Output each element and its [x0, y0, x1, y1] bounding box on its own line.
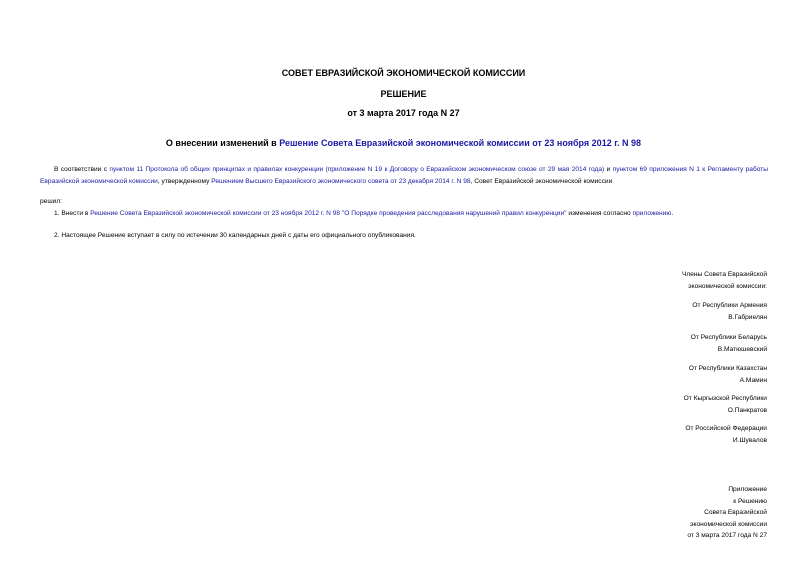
preamble-text-4: , Совет Евразийской экономической комиссии	[470, 177, 613, 185]
signatories-heading	[527, 269, 767, 292]
signature-block-kyrgyzstan	[527, 393, 767, 416]
preamble-text-3: , утвержденному	[157, 177, 212, 185]
members-line-2: экономической комиссии:	[688, 282, 767, 290]
item-1-text-2: изменения согласно	[566, 210, 633, 217]
signature-country: От Российской Федерации	[685, 425, 767, 432]
supreme-council-decision-link[interactable]: Решением Высшего Евразийского экономического совета от 23 декабря 2014 г. N 98	[211, 177, 471, 185]
doc-type-heading: РЕШЕНИЕ	[380, 89, 427, 99]
signature-block-belarus	[527, 332, 767, 355]
date-number-heading: от 3 марта 2017 года N 27	[347, 108, 460, 118]
signature-block-armenia	[527, 300, 767, 323]
signature-block-russia	[527, 423, 767, 446]
annex-link[interactable]: приложению	[632, 210, 672, 217]
protocol-link[interactable]: пунктом 11 Протокола об общих принципах и правилах конкуренции (приложение N 19 к Договору о Евразийском экономическом союзе от 29 мая 2014 года)	[109, 166, 605, 173]
signature-name: И.Шувалов	[732, 436, 767, 444]
signature-name: О.Панкратов	[727, 406, 767, 414]
item-1-paragraph	[54, 208, 774, 220]
annex-header	[527, 484, 767, 542]
preamble-text-1: В соответствии с	[54, 166, 110, 173]
council-heading: СОВЕТ ЕВРАЗИЙСКОЙ ЭКОНОМИЧЕСКОЙ КОМИССИИ	[281, 68, 526, 78]
decided-label: решил:	[40, 198, 62, 205]
item-2-paragraph: 2. Настоящее Решение вступает в силу по истечении 30 календарных дней с даты его официального опубликования.	[54, 232, 416, 239]
signature-name: В.Габриелян	[728, 313, 767, 321]
title-prefix: О внесении изменений в	[165, 138, 280, 148]
signature-name: А.Мамин	[739, 376, 767, 384]
preamble-paragraph	[40, 164, 768, 187]
signature-country: От Кыргызской Республики	[683, 395, 767, 402]
annex-line-2: к Решению	[733, 497, 767, 505]
annex-line-1: Приложение	[728, 486, 767, 493]
regulation-link[interactable]: пунктом 69 приложения N 1 к Регламенту работы Евразийской экономической комиссии	[40, 166, 768, 185]
signature-block-kazakhstan	[527, 363, 767, 386]
item-1-text-1: 1. Внести в	[54, 210, 91, 217]
item-1-text-3: .	[671, 210, 674, 217]
title-link[interactable]: Решение Совета Евразийской экономической комиссии от 23 ноября 2012 г. N 98	[279, 138, 642, 148]
annex-line-3: Совета Евразийской	[704, 509, 767, 516]
signature-country: От Республики Беларусь	[690, 334, 767, 341]
signature-country: От Республики Армения	[692, 302, 767, 309]
signature-country: От Республики Казахстан	[688, 365, 767, 372]
annex-line-4: экономической комиссии	[690, 520, 767, 528]
document-title	[0, 138, 807, 148]
decision-98-link[interactable]: Решение Совета Евразийской экономической комиссии от 23 ноября 2012 г. N 98 "О Порядке проведения расследования нарушений правил конкуренции"	[90, 210, 567, 217]
preamble-text-2: и	[604, 166, 613, 173]
annex-line-5: от 3 марта 2017 года N 27	[687, 532, 767, 539]
members-line-1: Члены Совета Евразийской	[681, 271, 767, 278]
signature-name: В.Матюшевский	[717, 345, 767, 353]
